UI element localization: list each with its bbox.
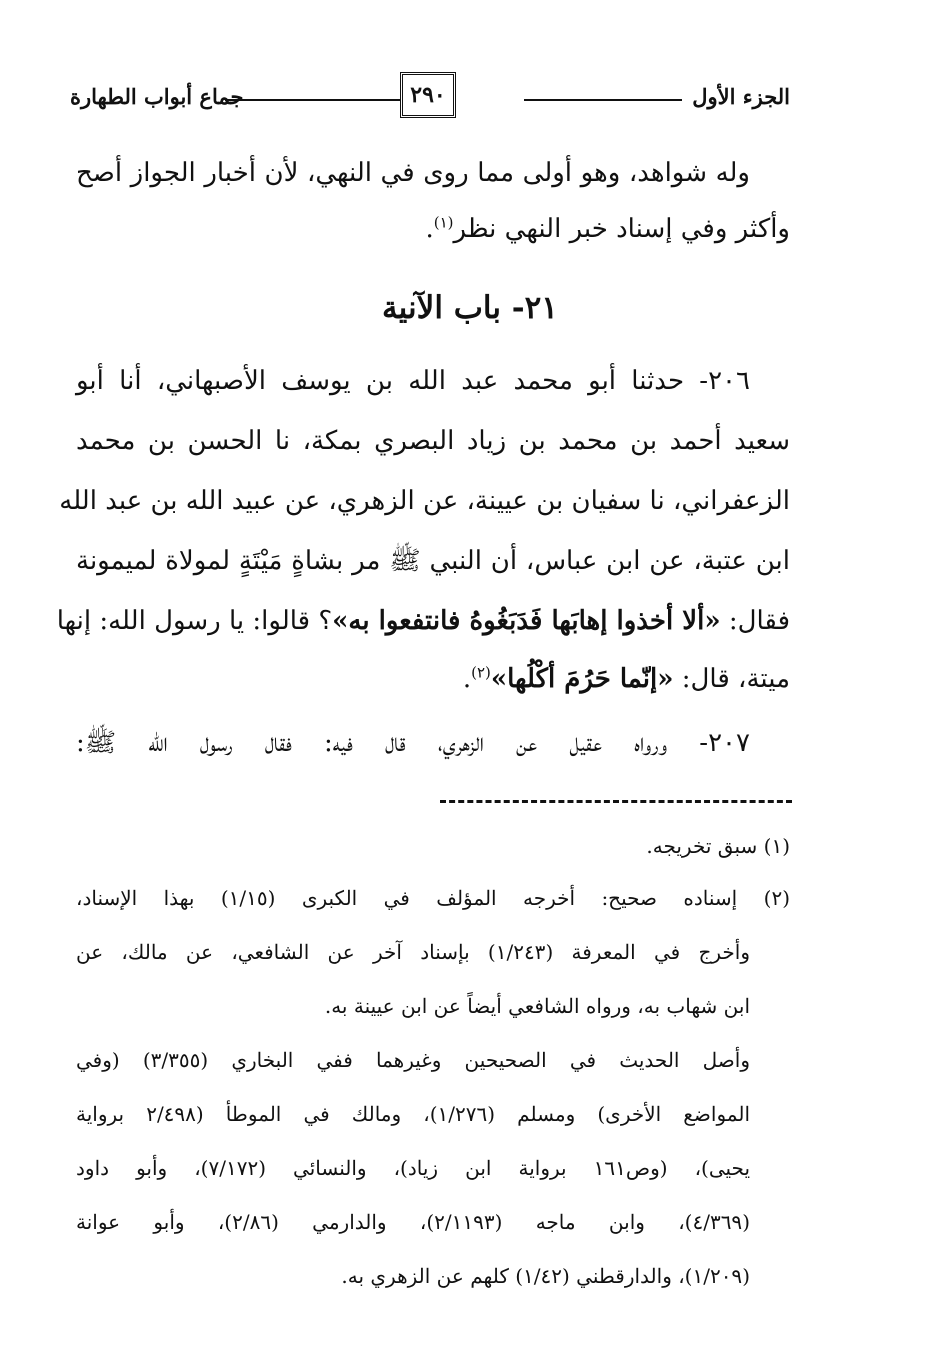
footnote-2-line-1: (٢) إسناده صحيح: أخرجه المؤلف في الكبرى (١/١٥) بهذا الإسناد، bbox=[76, 886, 790, 910]
footnote-2-line-7: (٤/٣٦٩)، وابن ماجه (٢/١١٩٣)، والدارمي (٢/٨٦)، وأبو عوانة bbox=[76, 1210, 750, 1234]
hadith-206-line-6 bbox=[76, 663, 790, 694]
hadith-206-line-5 bbox=[56, 606, 790, 636]
intro-line-2-end: . bbox=[425, 214, 434, 244]
chapter-title: ٢١- باب الآنية bbox=[382, 290, 558, 326]
intro-line-2 bbox=[76, 213, 790, 244]
footnote-2-line-5: المواضع الأخرى) ومسلم (١/٢٧٦)، ومالك في الموطأ (٢/٤٩٨ برواية bbox=[76, 1102, 750, 1126]
header-rule-left bbox=[225, 99, 400, 101]
footnote-2-line-6: يحيى)، (وص١٦١ برواية ابن زياد)، والنسائي (٧/١٧٢)، وأبو داود bbox=[76, 1156, 751, 1180]
footnote-ref-1: (١) bbox=[433, 213, 454, 232]
footnote-2-line-2: وأخرج في المعرفة (١/٢٤٣) بإسناد آخر عن الشافعي، عن مالك، عن bbox=[76, 940, 750, 964]
header-rule-right bbox=[524, 99, 682, 101]
page-number: ٢٩٠ bbox=[400, 72, 456, 118]
intro-line-1: وله شواهد، وهو أولى مما روى في النهي، لأن أخبار الجواز أصح bbox=[76, 158, 750, 188]
footnote-2-line-3: ابن شهاب به، ورواه الشافعي أيضاً عن ابن عيينة به. bbox=[324, 994, 750, 1018]
hadith-206-line-5-b: ؟ قالوا: يا رسول الله: إنها bbox=[56, 606, 333, 636]
running-header bbox=[70, 72, 790, 124]
hadith-206-line-3: الزعفراني، نا سفيان بن عيينة، عن الزهري، عن عبيد الله بن عبد الله bbox=[59, 486, 790, 516]
footnote-2-line-4: وأصل الحديث في الصحيحين وغيرهما ففي البخاري (٣/٣٥٥) (وفي bbox=[76, 1048, 750, 1072]
prophetic-quote-1: «ألا أخذوا إهابَها فَدَبَغُوهُ فانتفعوا به» bbox=[332, 606, 721, 636]
footnote-separator bbox=[440, 800, 792, 803]
volume-label: الجزء الأول bbox=[692, 84, 790, 109]
intro-line-2-text: وأكثر وفي إسناد خبر النهي نظر bbox=[453, 214, 790, 244]
hadith-206-line-2: سعيد أحمد بن محمد بن زياد البصري بمكة، نا الحسن بن محمد bbox=[76, 426, 790, 456]
footnote-2-line-8: (١/٢٠٩)، والدارقطني (١/٤٢) كلهم عن الزهري به. bbox=[341, 1264, 750, 1288]
hadith-207-line-1: ٢٠٧- ورواه عقيل عن الزهري، قال فيه: فقال رسول الله ﷺ: bbox=[76, 728, 750, 758]
hadith-206-line-4: ابن عتبة، عن ابن عباس، أن النبي ﷺ مر بشاةٍ مَيْتَةٍ لمولاة لميمونة bbox=[76, 546, 790, 576]
footnote-1: (١) سبق تخريجه. bbox=[646, 834, 790, 858]
chapter-group-label: جماع أبواب الطهارة bbox=[70, 84, 244, 109]
prophetic-quote-2: «إنّما حَرُمَ أكْلُها» bbox=[490, 664, 674, 694]
hadith-206-line-1: ٢٠٦- حدثنا أبو محمد عبد الله بن يوسف الأصبهاني، أنا أبو bbox=[76, 366, 750, 396]
hadith-206-line-6-end: . bbox=[462, 664, 472, 694]
footnote-ref-2: (٢) bbox=[471, 663, 491, 682]
hadith-206-line-5-a: فقال: bbox=[720, 606, 790, 636]
hadith-206-line-6-a: ميتة، قال: bbox=[673, 664, 790, 694]
